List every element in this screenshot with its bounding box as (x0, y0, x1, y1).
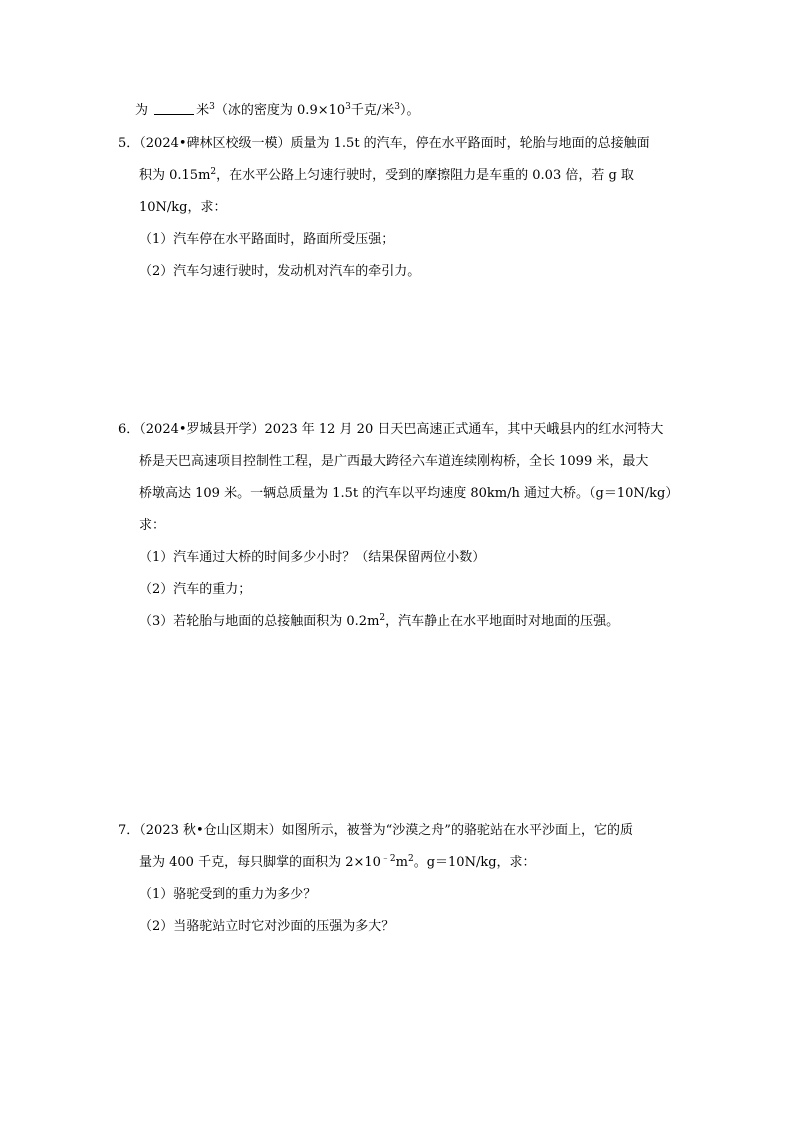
q7-subquestion-2: （2）当骆驼站立时它对沙面的压强为多大？ (139, 919, 395, 934)
q5-line-2 (139, 166, 634, 186)
q5-subquestion-2: （2）汽车匀速行驶时，发动机对汽车的牵引力。 (139, 264, 421, 279)
q4-prefix: 为 (135, 103, 149, 118)
q6-sub3-b: ，汽车静止在水平地面时对地面的压强。 (385, 614, 620, 629)
q5-area-exp: 2 (210, 167, 217, 177)
q6-line-3: 桥墩高达 109 米。一辆总质量为 1.5t 的汽车以平均速度 80km/h 通过大桥。（g＝10N/kg） (139, 486, 679, 501)
q5-line-1: 5．（2024•碑林区校级一模）质量为 1.5t 的汽车，停在水平路面时，轮胎与地面的总接触面 (118, 136, 650, 151)
q4-end: ）。 (400, 103, 420, 118)
q4-exp1: 3 (209, 102, 215, 112)
q6-line-2: 桥是天巴高速项目控制性工程，是广西最大跨径六车道连续刚构桥，全长 1099 米，最大 (139, 454, 649, 469)
q6-sub3-exp: 2 (379, 613, 386, 623)
q7-line-2-b: m (395, 855, 408, 870)
q4-continuation-line (135, 101, 420, 121)
q5-subquestion-1: （1）汽车停在水平路面时，路面所受压强； (139, 232, 395, 247)
answer-blank (154, 101, 194, 115)
q6-subquestion-1: （1）汽车通过大桥的时间多少小时？（结果保留两位小数） (139, 550, 486, 565)
q5-area: 积为 0.15m (139, 168, 211, 183)
q5-line-2-rest: ，在水平公路上匀速行驶时，受到的摩擦阻力是车重的 0.03 倍，若 g 取 (216, 168, 634, 183)
q6-subquestion-2: （2）汽车的重力； (139, 582, 252, 597)
q7-line-1: 7．（2023 秋•仓山区期末）如图所示，被誉为“沙漠之舟”的骆驼站在水平沙面上，它的质 (118, 823, 633, 838)
q6-sub3-a: （3）若轮胎与地面的总接触面积为 0.2m (139, 614, 380, 629)
q7-subquestion-1: （1）骆驼受到的重力为多少？ (139, 887, 317, 902)
q7-exp1: ﹣2 (380, 854, 396, 864)
q6-line-4: 求： (139, 518, 166, 533)
q7-line-2-c: 。g＝10N/kg，求： (413, 855, 536, 870)
q7-line-2-a: 量为 400 千克，每只脚掌的面积为 2×10 (139, 855, 381, 870)
q4-unit: 米 (196, 103, 210, 118)
q6-subquestion-3 (139, 612, 619, 632)
q4-density-b: 千克/米 (350, 103, 395, 118)
q4-density-a: （冰的密度为 0.9×10 (214, 103, 346, 118)
q4-exp3: 3 (394, 102, 401, 112)
q4-exp2: 3 (345, 102, 351, 112)
q7-exp2: 2 (407, 854, 414, 864)
q6-line-1: 6．（2024•罗城县开学）2023 年 12 月 20 日天巴高速正式通车，其中天峨县内的红水河特大 (118, 422, 664, 437)
q5-line-3: 10N/kg，求： (139, 200, 227, 215)
q7-line-2 (139, 853, 536, 873)
